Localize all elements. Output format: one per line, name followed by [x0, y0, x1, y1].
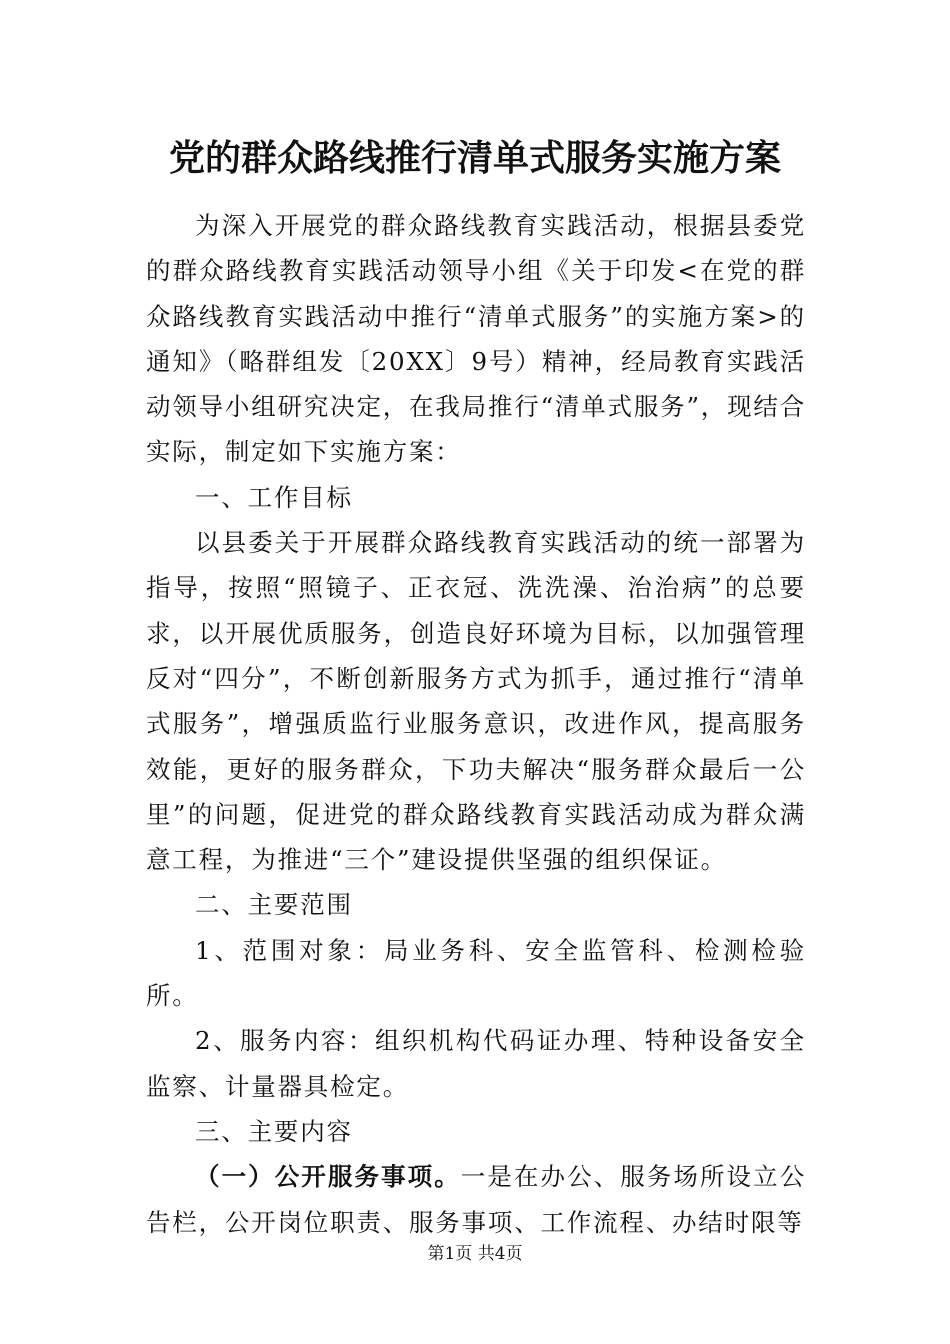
- document-body: [146, 203, 806, 1245]
- page-footer: 第1页 共4页: [427, 1244, 523, 1264]
- paragraph-lead: （一）公开服务事项。: [195, 1162, 461, 1192]
- heading-scope: [146, 882, 806, 927]
- paragraph-intro: 为深入开展党的群众路线教育实践活动，根据县委党的群众路线教育实践活动领导小组《关于印发<在党的群众路线教育实践活动中推行“清单式服务”的实施方案>的通知》（略群组发〔20XX〕9号）精神，经局教育实践活动领导小组研究决定，在我局推行“清单式服务”，现结合实际，制定如下实施方案：: [146, 211, 806, 467]
- paragraph-work-goal: 以县委关于开展群众路线教育实践活动的统一部署为指导，按照“照镜子、正衣冠、洗洗澡、治治病”的总要求，以开展优质服务，创造良好环境为目标，以加强管理反对“四分”，不断创新服务方式为抓手，通过推行“清单式服务”，增强质监行业服务意识，改进作风，提高服务效能，更好的服务群众，下功夫解决“服务群众最后一公里”的问题，促进党的群众路线教育实践活动成为群众满意工程，为推进“三个”建设提供坚强的组织保证。: [146, 528, 806, 875]
- document-title: 党的群众路线推行清单式服务实施方案: [168, 137, 781, 179]
- paragraph-service-content: 2、服务内容：组织机构代码证办理、特种设备安全监察、计量器具检定。: [146, 1026, 806, 1101]
- paragraph-scope-target: 1、范围对象：局业务科、安全监管科、检测检验所。: [146, 935, 806, 1011]
- heading-text: 二、主要范围: [195, 890, 353, 920]
- heading-main-content: [146, 1109, 806, 1154]
- heading-text: 三、主要内容: [195, 1116, 353, 1146]
- paragraph-text: 一是在办公、服务场所设立公告栏，公开岗位职责、服务事项、工作流程、办结时限等: [146, 1162, 807, 1237]
- heading-text: 一、工作目标: [195, 482, 353, 512]
- paragraph-public-service: [146, 1154, 806, 1245]
- heading-work-goal: [146, 475, 806, 520]
